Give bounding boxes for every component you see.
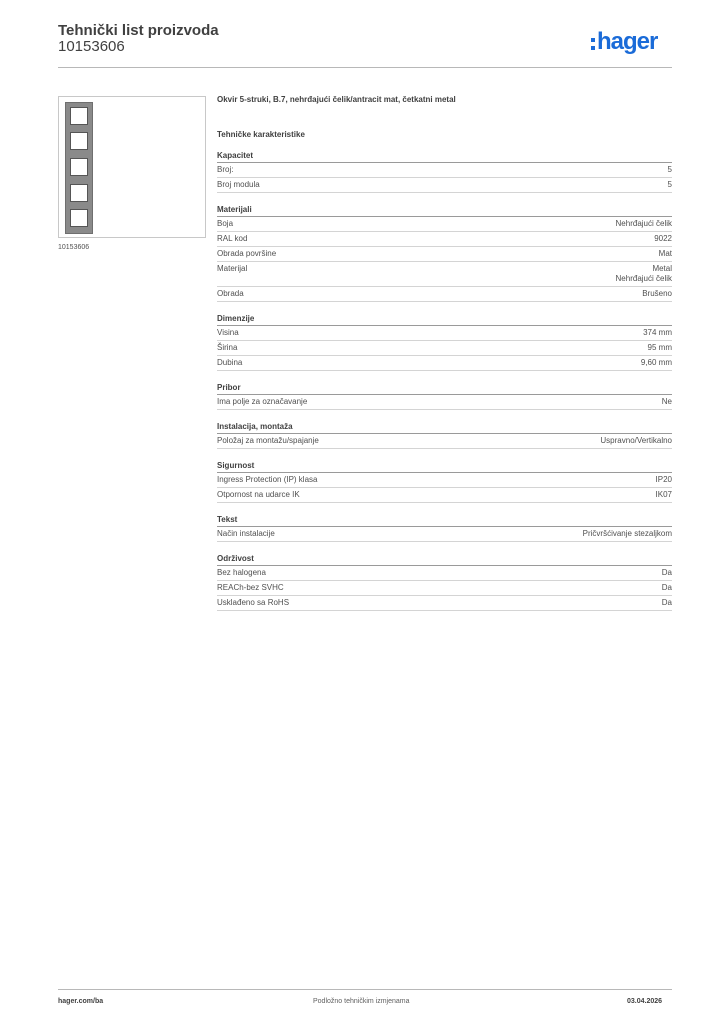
spec-group-title: Sigurnost [217, 460, 672, 473]
spec-value-line: Pričvršćivanje stezaljkom [582, 529, 672, 538]
spec-value [656, 475, 672, 485]
spec-row [217, 473, 672, 488]
spec-value [616, 264, 672, 284]
spec-value-line: Nehrđajući čelik [615, 274, 672, 283]
spec-group [217, 553, 672, 611]
logo-text: hager [597, 28, 658, 55]
spec-value-line: Ne [661, 397, 672, 406]
spec-group [217, 150, 672, 193]
spec-value [662, 568, 672, 578]
spec-row [217, 163, 672, 178]
logo-dots-icon [591, 38, 595, 50]
spec-row [217, 247, 672, 262]
spec-value-line: IK07 [655, 490, 672, 499]
spec-group [217, 514, 672, 542]
spec-row [217, 395, 672, 410]
spec-label: Ingress Protection (IP) klasa [217, 475, 318, 484]
spec-group [217, 313, 672, 371]
spec-label: Otpornost na udarce IK [217, 490, 300, 499]
spec-value-line: 374 mm [643, 328, 672, 337]
spec-label: Obrada [217, 289, 244, 298]
frame-slot [70, 107, 88, 125]
frame-slot [70, 209, 88, 227]
spec-row [217, 341, 672, 356]
spec-group-title: Instalacija, montaža [217, 421, 672, 434]
spec-label: Usklađeno sa RoHS [217, 598, 290, 607]
spec-group-title: Održivost [217, 553, 672, 566]
spec-value-line: 5 [667, 165, 672, 174]
spec-label: Način instalacije [217, 529, 275, 538]
spec-value [662, 397, 672, 407]
spec-group [217, 421, 672, 449]
spec-label: Broj modula [217, 180, 260, 189]
footer-website[interactable]: hager.com/ba [58, 998, 104, 1005]
spec-value [662, 583, 672, 593]
product-image [58, 96, 206, 238]
spec-row [217, 566, 672, 581]
spec-value-line: Da [661, 598, 672, 607]
spec-label: Visina [217, 328, 239, 337]
spec-row [217, 527, 672, 542]
spec-group [217, 460, 672, 503]
frame-slot [70, 132, 88, 150]
spec-row [217, 178, 672, 193]
spec-label: Dubina [217, 358, 243, 367]
spec-value-line: Da [661, 568, 672, 577]
spec-value-line: IP20 [655, 475, 672, 484]
spec-value [616, 219, 672, 229]
spec-value-line: 95 mm [647, 343, 672, 352]
spec-label: Bez halogena [217, 568, 266, 577]
product-code: 10153606 [58, 38, 125, 55]
spec-label: Boja [217, 219, 234, 228]
spec-value-line: Nehrđajući čelik [615, 219, 672, 228]
spec-row [217, 596, 672, 611]
spec-label: RAL kod [217, 234, 248, 243]
footer-note: Podložno tehničkim izmjenama [313, 998, 410, 1005]
spec-value [662, 598, 672, 608]
frame-slot [70, 158, 88, 176]
spec-row [217, 262, 672, 287]
spec-value-line: 5 [667, 180, 672, 189]
tech-heading: Tehničke karakteristike [217, 130, 305, 139]
frame-slot [70, 184, 88, 202]
spec-label: Položaj za montažu/spajanje [217, 436, 319, 445]
spec-row [217, 326, 672, 341]
spec-label: REACh-bez SVHC [217, 583, 284, 592]
spec-row [217, 581, 672, 596]
spec-value [600, 436, 672, 446]
spec-label: Obrada površine [217, 249, 277, 258]
spec-row [217, 488, 672, 503]
spec-row [217, 232, 672, 247]
product-description: Okvir 5-struki, B.7, nehrđajući čelik/antracit mat, četkatni metal [217, 95, 456, 104]
spec-groups [217, 150, 672, 611]
header-divider [58, 67, 672, 68]
hager-logo [591, 28, 657, 56]
page-title: Tehnički list proizvoda [58, 22, 219, 39]
spec-row [217, 217, 672, 232]
spec-value [641, 358, 672, 368]
frame-illustration [65, 102, 93, 234]
spec-group [217, 204, 672, 302]
spec-value [668, 180, 672, 190]
spec-value [654, 234, 672, 244]
spec-value [668, 165, 672, 175]
spec-value [656, 490, 672, 500]
spec-content [217, 94, 672, 622]
spec-value-line: Brušeno [642, 289, 672, 298]
spec-group-title: Pribor [217, 382, 672, 395]
spec-group-title: Dimenzije [217, 313, 672, 326]
spec-value-line: Mat [658, 249, 672, 258]
spec-row [217, 287, 672, 302]
spec-value [659, 249, 672, 259]
spec-value-line: Uspravno/Vertikalno [600, 436, 672, 445]
spec-group [217, 382, 672, 410]
spec-group-title: Kapacitet [217, 150, 672, 163]
spec-value-line: Metal [652, 264, 672, 273]
spec-group-title: Materijali [217, 204, 672, 217]
spec-row [217, 356, 672, 371]
spec-value [583, 529, 672, 539]
spec-row [217, 434, 672, 449]
spec-value [642, 289, 672, 299]
spec-label: Širina [217, 343, 238, 352]
spec-value-line: Da [661, 583, 672, 592]
spec-group-title: Tekst [217, 514, 672, 527]
spec-value [643, 328, 672, 338]
spec-value-line: 9022 [654, 234, 672, 243]
spec-value [648, 343, 672, 353]
spec-label: Materijal [217, 264, 248, 273]
footer-divider [58, 989, 672, 990]
footer-date: 03.04.2026 [627, 998, 663, 1005]
spec-label: Broj: [217, 165, 234, 174]
image-caption: 10153606 [58, 244, 90, 251]
spec-value-line: 9,60 mm [640, 358, 672, 367]
spec-label: Ima polje za označavanje [217, 397, 308, 406]
